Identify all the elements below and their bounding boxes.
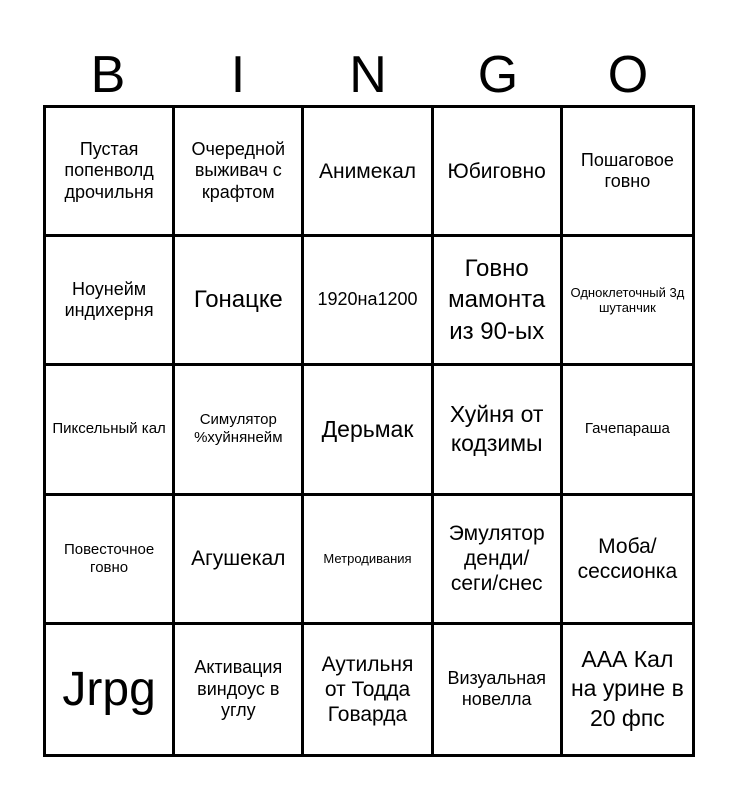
header-letter-n: N (349, 46, 387, 104)
cell-label: Гонацкe (193, 286, 283, 314)
bingo-cell-r3-c2[interactable] (175, 366, 304, 495)
cell-label: ААА Кал на урине в 20 фпс (570, 645, 684, 732)
bingo-cell-r4-c1[interactable] (46, 496, 175, 625)
cell-label: Эмулятор денди/ сеги/снес (448, 521, 545, 596)
cell-label: Моба/ сессионка (577, 534, 678, 583)
bingo-grid (43, 105, 695, 757)
bingo-cell-r3-c5[interactable] (563, 366, 692, 495)
bingo-cell-r3-c4[interactable] (434, 366, 563, 495)
cell-label: Метродивания (323, 550, 412, 566)
cell-label: Аутильня от Тодда Говарда (321, 652, 414, 726)
cell-label: Пиксельный кал (52, 420, 166, 438)
bingo-cell-r2-c4[interactable] (434, 237, 563, 366)
cell-label: 1920на1200 (317, 289, 418, 310)
bingo-cell-r4-c4[interactable] (434, 496, 563, 625)
cell-label: Очередной выживач с крафтом (191, 138, 286, 202)
bingo-cell-r4-c3[interactable] (304, 496, 433, 625)
bingo-cell-r2-c1[interactable] (46, 237, 175, 366)
bingo-header (43, 44, 693, 106)
cell-label: Повесточное говно (63, 540, 155, 576)
header-letter-g: G (477, 46, 519, 104)
bingo-cell-r3-c3[interactable] (304, 366, 433, 495)
cell-label: Гачепараша (584, 420, 670, 438)
bingo-cell-r5-c1[interactable] (46, 625, 175, 754)
bingo-cell-r1-c3[interactable] (304, 108, 433, 237)
cell-label: Одноклеточный 3д шутанчик (570, 284, 685, 316)
cell-label: Агушекал (191, 547, 286, 571)
bingo-cell-r5-c2[interactable] (175, 625, 304, 754)
bingo-cell-r5-c3[interactable] (304, 625, 433, 754)
cell-label: Юбиговно (447, 159, 546, 183)
bingo-cell-r1-c4[interactable] (434, 108, 563, 237)
cell-label: Говно мамонта из 90-ых (448, 254, 546, 346)
cell-label: Активация виндоус в углу (194, 657, 283, 721)
bingo-cell-r1-c1[interactable] (46, 108, 175, 237)
cell-label: Дерьмак (321, 415, 414, 442)
bingo-cell-r1-c5[interactable] (563, 108, 692, 237)
cell-label: Пустая попенволд дрочильня (64, 138, 154, 202)
cell-label: Jrpg (62, 662, 156, 716)
bingo-cell-r2-c3[interactable] (304, 237, 433, 366)
cell-label: Ноунейм индихерня (64, 278, 154, 321)
bingo-cell-r4-c5[interactable] (563, 496, 692, 625)
cell-label: Хуйня от кодзимы (449, 400, 544, 457)
header-letter-o: O (607, 46, 649, 104)
cell-label: Пошаговое говно (580, 149, 674, 192)
bingo-cell-r1-c2[interactable] (175, 108, 304, 237)
cell-label: Визуальная новелла (447, 667, 546, 710)
header-letter-b: B (90, 46, 126, 104)
bingo-cell-r4-c2[interactable] (175, 496, 304, 625)
bingo-cell-r2-c2[interactable] (175, 237, 304, 366)
bingo-cell-r5-c5[interactable] (563, 625, 692, 754)
header-letter-i: I (230, 46, 246, 104)
cell-label: Симулятор %хуйнянейм (194, 411, 283, 447)
bingo-cell-r3-c1[interactable] (46, 366, 175, 495)
cell-label: Анимекал (318, 159, 417, 183)
bingo-cell-r2-c5[interactable] (563, 237, 692, 366)
bingo-cell-r5-c4[interactable] (434, 625, 563, 754)
